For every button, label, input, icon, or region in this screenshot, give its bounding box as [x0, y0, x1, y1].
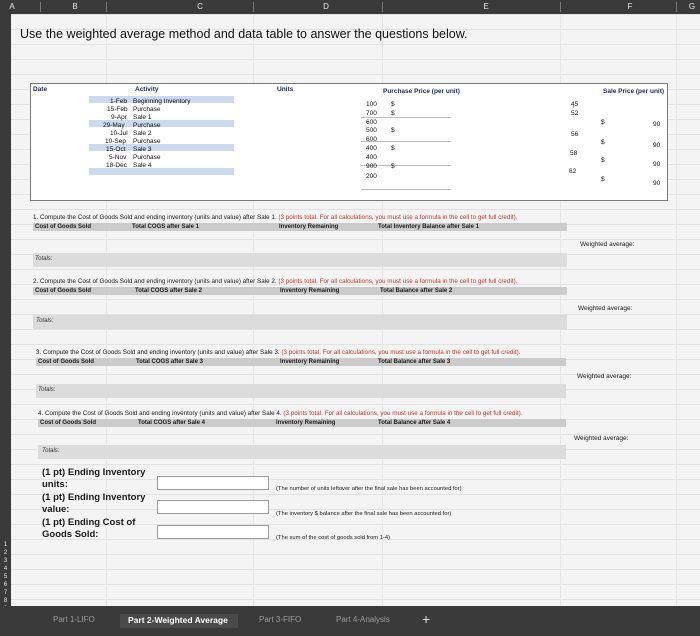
row-date: 29-May [103, 122, 125, 129]
q4-header-total-balance: Total Balance after Sale 4 [378, 420, 451, 426]
row-purchase-price: 56 [571, 131, 579, 138]
ending-inventory-units-hint: (The number of units leftover after the final sale has been accounted for) [276, 486, 462, 492]
row-activity: Purchase [133, 106, 161, 113]
tab-part-1-lifo[interactable]: Part 1-LIFO [53, 615, 95, 624]
row-activity: Sale 2 [133, 130, 152, 137]
q4-header-total-cogs: Total COGS after Sale 4 [138, 420, 205, 426]
page-title: Use the weighted average method and data table to answer the questions below. [20, 27, 468, 41]
row-currency: $ [391, 163, 395, 170]
inventory-data-table [30, 83, 668, 201]
question-1-prompt: 1. Compute the Cost of Goods Sold and ending inventory (units and value) after Sale 1. (3 points total. For all calculations, you must use a formula in the cell to get full credit). [33, 214, 518, 221]
q2-weighted-average-label: Weighted average: [578, 305, 633, 312]
column-header-e[interactable]: E [483, 2, 489, 11]
q1-totals-label: Totals: [35, 256, 53, 262]
row-activity: Beginning Inventory [133, 98, 191, 105]
row-sale-price: 90 [653, 161, 661, 168]
row-purchase-price: 52 [571, 110, 579, 117]
row-currency: $ [601, 176, 605, 183]
q3-totals-row[interactable] [36, 384, 566, 398]
q3-totals-label: Totals: [38, 387, 56, 393]
row-units: 600 [366, 136, 377, 143]
row-currency: $ [391, 110, 395, 117]
q1-header-total-cogs: Total COGS after Sale 1 [132, 224, 199, 230]
table-header-purchase-price: Purchase Price (per unit) [383, 88, 460, 95]
table-header-date: Date [33, 86, 48, 93]
tab-part-3-fifo[interactable]: Part 3-FIFO [259, 615, 302, 624]
add-sheet-button[interactable]: + [422, 611, 431, 627]
row-sale-price: 90 [653, 180, 661, 187]
row-sale-price: 90 [653, 142, 661, 149]
q2-header-total-cogs: Total COGS after Sale 2 [135, 288, 202, 294]
ending-inventory-value-label: (1 pt) Ending Inventory value: [42, 492, 146, 515]
q4-totals-row[interactable] [38, 445, 566, 459]
question-3-prompt: 3. Compute the Cost of Goods Sold and ending inventory (units and value) after Sale 3. (3 points total. For all calculations, you must use a formula in the cell to get full credit). [36, 349, 521, 356]
row-units: 100 [366, 101, 377, 108]
q1-totals-row[interactable] [33, 253, 567, 267]
row-units: 400 [366, 154, 377, 161]
row-date: 10-Jul [110, 130, 128, 137]
ending-inventory-units-input[interactable] [157, 476, 269, 490]
q3-header-total-balance: Total Balance after Sale 3 [378, 359, 451, 365]
ending-inventory-units-label: (1 pt) Ending Inventory units: [42, 467, 146, 490]
column-header-d[interactable]: D [323, 2, 329, 11]
column-header-f[interactable]: F [627, 2, 633, 11]
row-purchase-price: 58 [570, 150, 578, 157]
row-units: 200 [366, 173, 377, 180]
row-number[interactable]: 1 [3, 542, 8, 548]
row-currency: $ [391, 127, 395, 134]
ending-inventory-value-input[interactable] [157, 500, 269, 514]
sheet-tab-bar [0, 606, 700, 636]
q1-header-cogs: Cost of Goods Sold [35, 224, 91, 230]
row-date: 5-Nov [109, 154, 127, 161]
q2-header-total-balance: Total Balance after Sale 2 [380, 288, 453, 294]
tab-part-4-analysis[interactable]: Part 4-Analysis [336, 615, 390, 624]
row-currency: $ [601, 119, 605, 126]
row-currency: $ [391, 101, 395, 108]
row-number[interactable]: 5 [3, 574, 8, 580]
row-units: 900 [366, 163, 377, 170]
column-header-b[interactable]: B [72, 2, 78, 11]
ending-cogs-input[interactable] [157, 525, 269, 539]
column-header-c[interactable]: C [197, 2, 203, 11]
row-date: 9-Apr [111, 114, 127, 121]
row-purchase-price: 45 [571, 101, 579, 108]
row-currency: $ [601, 139, 605, 146]
q1-header-total-balance: Total Inventory Balance after Sale 1 [378, 224, 479, 230]
q2-header-inventory-remaining: Inventory Remaining [280, 288, 340, 294]
ending-inventory-value-hint: (The inventory $ balance after the final sale has been accounted for) [276, 511, 452, 517]
row-sale-price: 90 [653, 121, 661, 128]
tab-part-2-weighted-average[interactable]: Part 2-Weighted Average [128, 615, 228, 625]
row-units: 500 [366, 127, 377, 134]
q4-totals-label: Totals: [42, 448, 60, 454]
q1-weighted-average-label: Weighted average: [580, 241, 635, 248]
ending-cogs-hint: (The sum of the cost of goods sold from 1-4) [276, 535, 391, 541]
row-activity: Sale 4 [133, 162, 152, 169]
row-date: 10-Sep [105, 138, 126, 145]
row-units: 700 [366, 110, 377, 117]
question-4-prompt: 4. Compute the Cost of Goods Sold and ending inventory (units and value) after Sale 4. (3 points total. For all calculations, you must use a formula in the cell to get full credit). [38, 410, 523, 417]
ending-cogs-label: (1 pt) Ending Cost of Goods Sold: [42, 517, 136, 540]
q3-weighted-average-label: Weighted average: [577, 373, 632, 380]
question-2-prompt: 2. Compute the Cost of Goods Sold and ending inventory (units and value) after Sale 2. (3 points total. For all calculations, you must use a formula in the cell to get full credit). [33, 278, 518, 285]
row-purchase-price: 62 [569, 168, 577, 175]
row-number[interactable]: 7 [3, 590, 8, 596]
q4-weighted-average-label: Weighted average: [574, 435, 629, 442]
column-header-g[interactable]: G [688, 2, 696, 11]
q3-header-cogs: Cost of Goods Sold [38, 359, 94, 365]
row-units: 400 [366, 145, 377, 152]
q2-totals-row[interactable] [33, 315, 567, 329]
q1-header-inventory-remaining: Inventory Remaining [279, 224, 339, 230]
q3-header-total-cogs: Total COGS after Sale 3 [136, 359, 203, 365]
q3-header-inventory-remaining: Inventory Remaining [280, 359, 340, 365]
column-header-a[interactable]: A [9, 2, 15, 11]
table-header-activity: Activity [135, 86, 159, 93]
row-date: 15-Feb [107, 106, 128, 113]
q4-header-inventory-remaining: Inventory Remaining [276, 420, 336, 426]
table-header-units: Units [277, 86, 294, 93]
row-number[interactable]: 3 [3, 558, 8, 564]
row-date: 15-Oct [106, 146, 126, 153]
row-activity: Purchase [133, 138, 161, 145]
column-header-bar [0, 0, 700, 14]
row-number[interactable]: 6 [3, 582, 8, 588]
row-number[interactable]: 2 [3, 550, 8, 556]
row-currency: $ [391, 145, 395, 152]
row-date: 18-Dec [106, 162, 127, 169]
row-date: 1-Feb [110, 98, 127, 105]
row-number[interactable]: 8 [3, 598, 8, 604]
row-activity: Purchase [133, 122, 161, 129]
row-number[interactable]: 4 [3, 566, 8, 572]
q4-header-cogs: Cost of Goods Sold [40, 420, 96, 426]
row-units: 600 [366, 119, 377, 126]
row-activity: Sale 1 [133, 114, 152, 121]
row-activity: Purchase [133, 154, 161, 161]
q2-totals-label: Totals: [36, 318, 54, 324]
row-activity: Sale 3 [133, 146, 152, 153]
q2-header-cogs: Cost of Goods Sold [35, 288, 91, 294]
row-currency: $ [601, 157, 605, 164]
table-header-sale-price: Sale Price (per unit) [603, 88, 665, 95]
row-header-strip [0, 14, 11, 606]
